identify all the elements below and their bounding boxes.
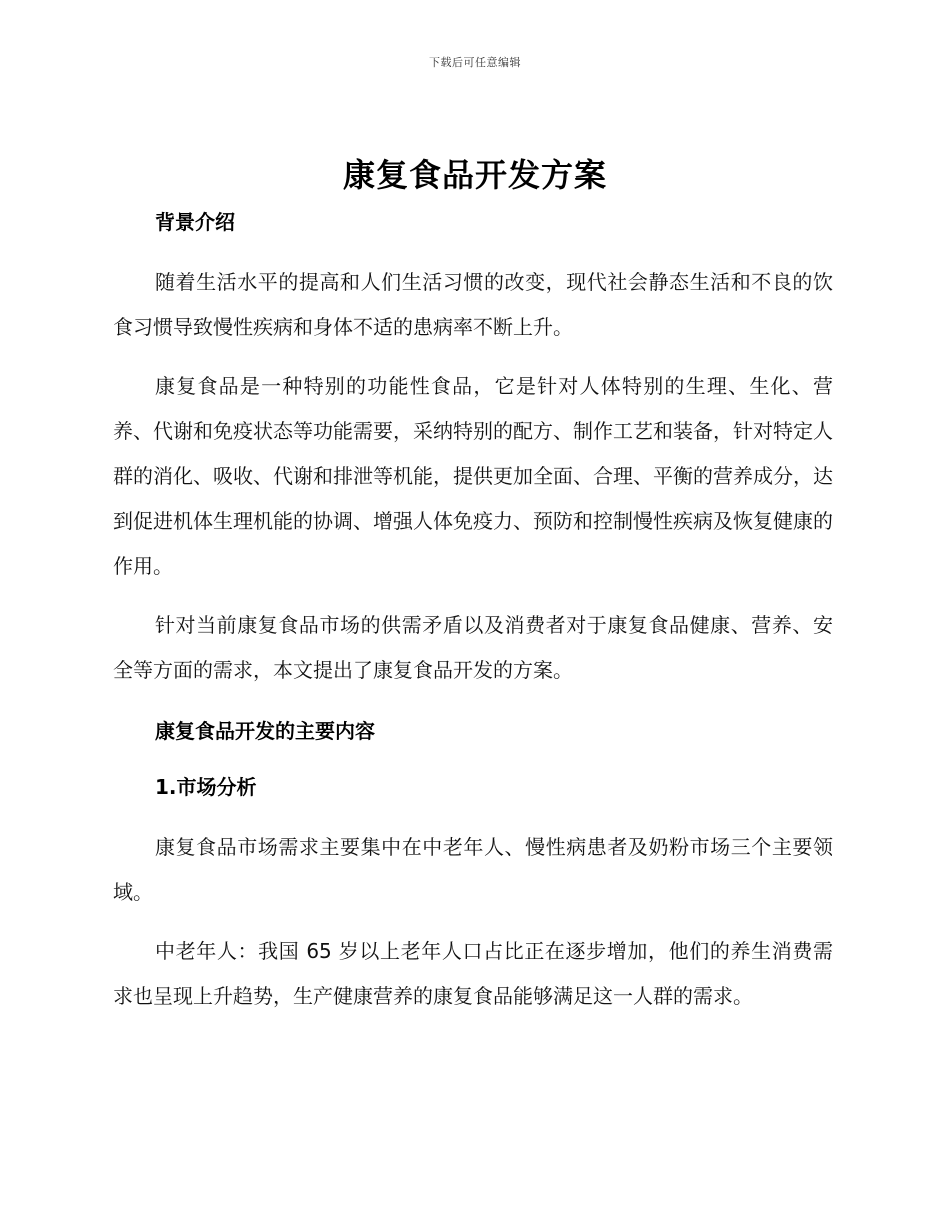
page-header-watermark: 下载后可任意编辑 bbox=[429, 56, 521, 69]
paragraph-background-1: 随着生活水平的提高和人们生活习惯的改变，现代社会静态生活和不良的饮食习惯导致慢性疾病和身体不适的患病率不断上升。 bbox=[113, 270, 833, 339]
section-heading-background: 背景介绍 bbox=[155, 210, 235, 234]
document-title: 康复食品开发方案 bbox=[342, 156, 607, 194]
paragraph-background-3: 针对当前康复食品市场的供需矛盾以及消费者对于康复食品健康、营养、安全等方面的需求，本文提出了康复食品开发的方案。 bbox=[113, 613, 833, 682]
paragraph-market-1: 康复食品市场需求主要集中在中老年人、慢性病患者及奶粉市场三个主要领域。 bbox=[113, 835, 833, 904]
paragraph-market-2: 中老年人：我国 65 岁以上老年人口占比正在逐步增加，他们的养生消费需求也呈现上升趋势，生产健康营养的康复食品能够满足这一人群的需求。 bbox=[113, 939, 833, 1008]
subheading-market-analysis: 1.市场分析 bbox=[155, 775, 257, 799]
section-heading-main-content: 康复食品开发的主要内容 bbox=[155, 719, 375, 743]
paragraph-background-2: 康复食品是一种特别的功能性食品，它是针对人体特别的生理、生化、营养、代谢和免疫状态等功能需要，采纳特别的配方、制作工艺和装备，针对特定人群的消化、吸收、代谢和排泄等机能，提供更加全面、合理、平衡的营养成分，达到促进机体生理机能的协调、增强人体免疫力、预防和控制慢性疾病及恢复健康的作用。 bbox=[113, 374, 833, 578]
document-body bbox=[113, 204, 833, 1019]
